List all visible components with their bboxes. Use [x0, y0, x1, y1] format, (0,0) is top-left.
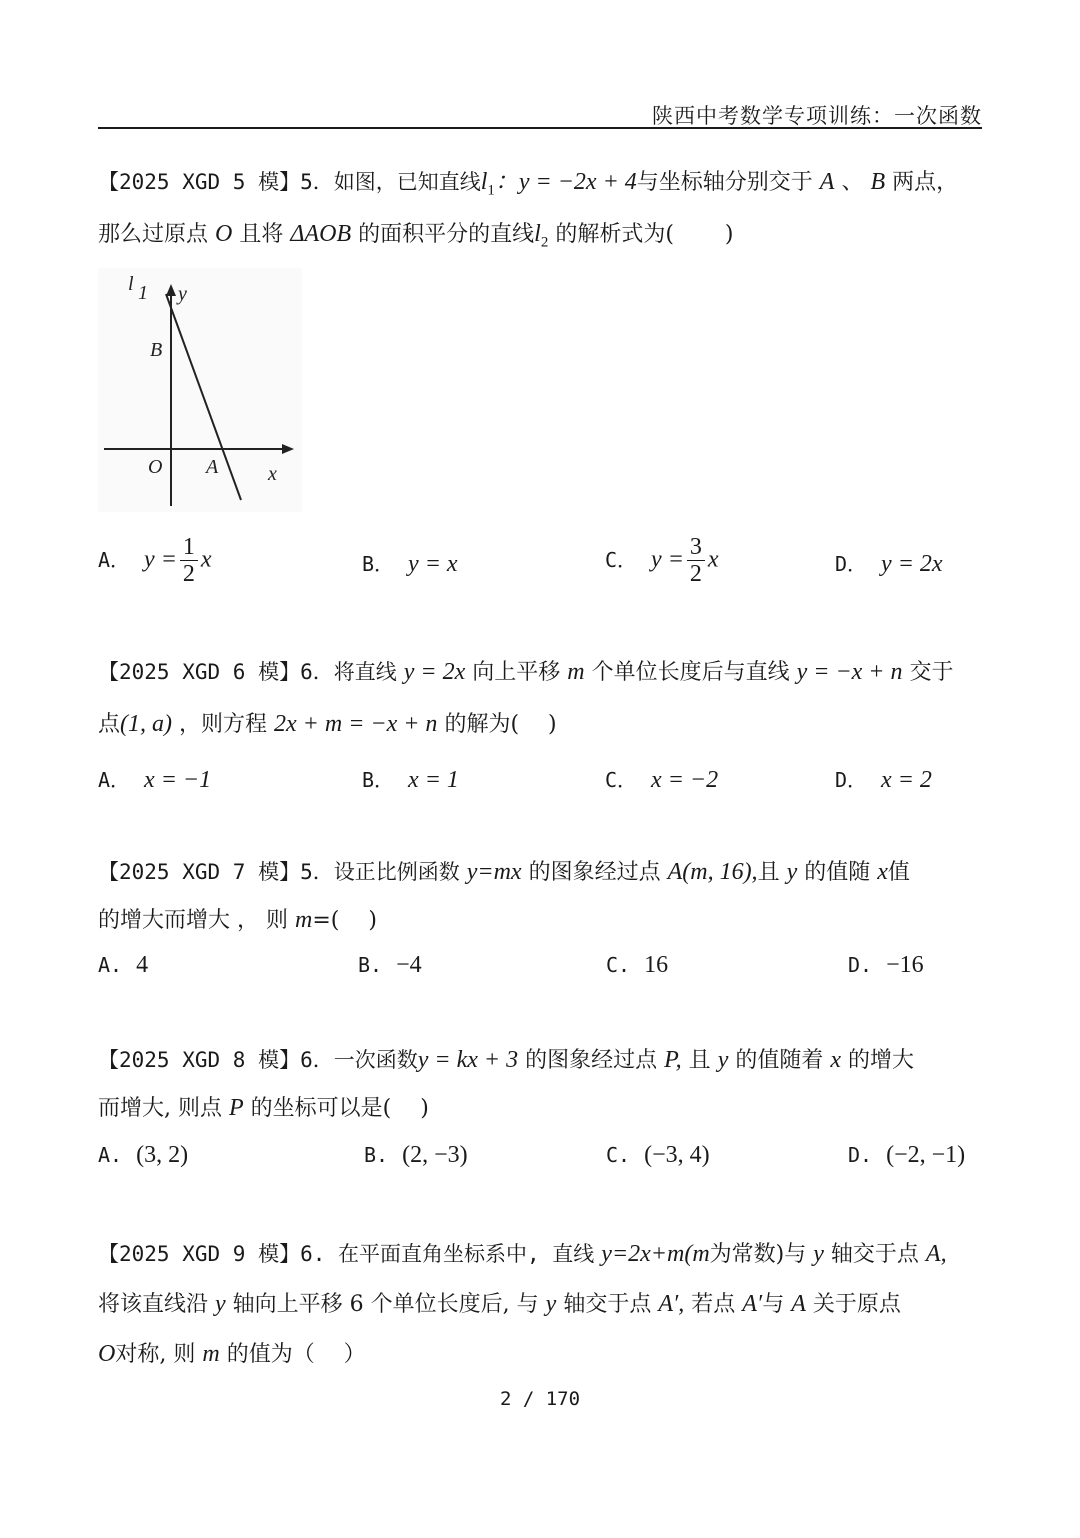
label-l1-subscript: 1 [138, 282, 148, 304]
question-3-line-2: 的增大而增大 ， 则 m=( ) [98, 907, 377, 933]
label-B: B [150, 339, 163, 361]
label-A: A [206, 456, 219, 478]
fraction: $\frac{3}{2}$ [687, 534, 705, 587]
q4-option-b[interactable]: B. (2, −3) [364, 1142, 468, 1168]
q1-option-a[interactable]: A． y = $\frac{1}{2}$ x [98, 534, 212, 587]
label-x: x [268, 463, 277, 485]
q4-option-a[interactable]: A. (3, 2) [98, 1142, 189, 1168]
coordinate-figure-svg [98, 268, 302, 512]
question-1-line-1: 【2025 XGD 5 模】5．如图，已知直线$l_1$：y = −2x + 4与坐标轴分别交于 A 、 B 两点， [98, 169, 959, 199]
y-axis-arrow [166, 284, 176, 296]
header-divider [98, 127, 982, 129]
question-2-line-2: 点(1, a) ，则方程 2x + m = −x + n 的解为( ) [98, 711, 557, 737]
page-number: 2 / 170 [499, 1388, 581, 1410]
q3-option-a[interactable]: A. 4 [98, 952, 149, 978]
q2-option-d[interactable]: D． x = 2 [835, 767, 932, 793]
q2-option-a[interactable]: A． x = −1 [98, 767, 212, 793]
q4-option-c[interactable]: C. (−3, 4) [606, 1142, 710, 1168]
q3-option-c[interactable]: C. 16 [606, 952, 669, 978]
question-4-line-1: 【2025 XGD 8 模】6．一次函数y = kx + 3 的图象经过点 P, 且 y 的值随着 x 的增大 [98, 1047, 915, 1073]
question-5-line-1: 【2025 XGD 9 模】6. 在平面直角坐标系中, 直线 y=2x+m(m为常数)与 y 轴交于点 A, [98, 1241, 947, 1267]
q1-option-d[interactable]: D． y = 2x [835, 551, 943, 577]
line-l1 [166, 294, 241, 500]
q1-option-c[interactable]: C． y = $\frac{3}{2}$ x [605, 534, 719, 587]
header-title: 陕西中考数学专项训练：一次函数 [652, 104, 982, 128]
question-1-line-2: 那么过原点 O 且将 ΔAOB 的面积平分的直线$l_2$ 的解析式为( ) [98, 221, 734, 251]
question-5-line-2: 将该直线沿 y 轴向上平移 6 个单位长度后, 与 y 轴交于点 A′, 若点 A′与 A 关于原点 [98, 1291, 901, 1317]
label-y: y [178, 283, 187, 305]
fraction: $\frac{1}{2}$ [180, 534, 198, 587]
q3-option-b[interactable]: B. −4 [358, 952, 422, 978]
q2-option-c[interactable]: C． x = −2 [605, 767, 719, 793]
q2-option-b[interactable]: B． x = 1 [362, 767, 459, 793]
question-5-line-3: O对称, 则 m 的值为（ ） [98, 1341, 366, 1367]
coordinate-figure [98, 268, 302, 512]
q3-option-d[interactable]: D. −16 [848, 952, 924, 978]
question-4-line-2: 而增大, 则点 P 的坐标可以是( ) [98, 1095, 429, 1121]
q4-option-d[interactable]: D. (−2, −1) [848, 1142, 966, 1168]
label-l1: l [128, 273, 134, 295]
label-O: O [148, 456, 163, 478]
x-axis-arrow [282, 444, 294, 454]
question-3-line-1: 【2025 XGD 7 模】5．设正比例函数 y=mx 的图象经过点 A(m, 16),且 y 的值随 x值 [98, 859, 910, 885]
question-2-line-1: 【2025 XGD 6 模】6．将直线 y = 2x 向上平移 m 个单位长度后与直线 y = −x + n 交于 [98, 659, 954, 685]
q1-option-b[interactable]: B． y = x [362, 551, 458, 577]
